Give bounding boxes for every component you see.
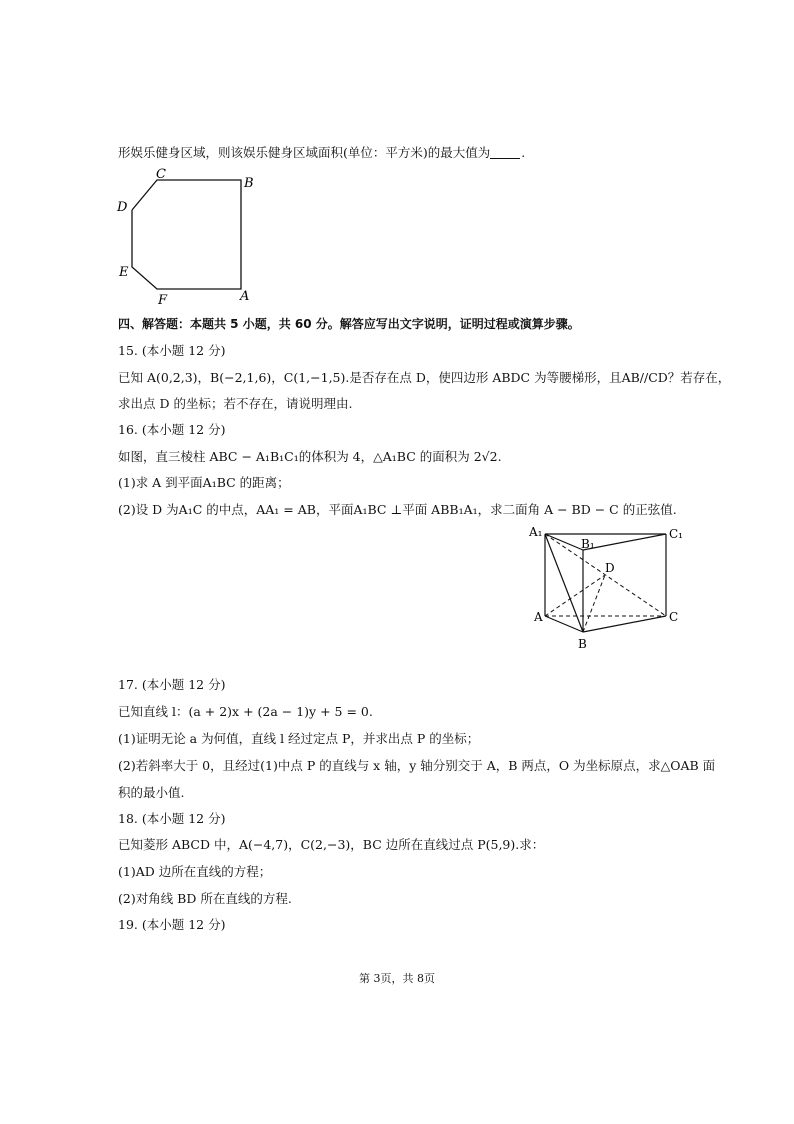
q16-line-2: (1)求 A 到平面A₁BC 的距离； [118, 475, 290, 490]
q17-line-3: (2)若斜率大于 0，且经过(1)中点 P 的直线与 x 轴，y 轴分别交于 A，B 两点，O 为坐标原点，求△OAB 面 [118, 758, 716, 773]
q18-line-1: 已知菱形 ABCD 中，A(−4,7)，C(2,−3)，BC 边所在直线过点 P(5,9).求： [118, 837, 545, 852]
prism-figure [525, 520, 690, 655]
page-footer: 第 3页，共 8页 [359, 972, 435, 985]
q15-line-1: 已知 A(0,2,3)，B(−2,1,6)，C(1,−1,5).是否存在点 D，使四边形 ABDC 为等腰梯形，且AB//CD？若存在， [118, 370, 731, 385]
label-D: D [605, 561, 615, 575]
q19-header: 19. (本小题 12 分) [118, 917, 226, 932]
q18-line-3: (2)对角线 BD 所在直线的方程. [118, 891, 292, 906]
label-D: D [117, 200, 128, 215]
q16-line-3: (2)设 D 为A₁C 的中点，AA₁ = AB，平面A₁BC ⊥平面 ABB₁A₁，求二面角 A − BD − C 的正弦值. [118, 502, 677, 517]
edge-A1B [545, 534, 583, 632]
q17-header: 17. (本小题 12 分) [118, 677, 226, 692]
edge-BD-hidden [583, 575, 605, 632]
label-C: C [156, 167, 166, 182]
label-B: B [244, 176, 254, 191]
q14-period: . [521, 145, 526, 160]
q17-line-2: (1)证明无论 a 为何值，直线 l 经过定点 P，并求出点 P 的坐标； [118, 731, 480, 746]
q17-line-4: 积的最小值. [118, 785, 185, 800]
label-C1: C₁ [669, 527, 683, 541]
label-A1: A₁ [529, 525, 543, 539]
label-A: A [534, 610, 543, 624]
section-4-heading: 四、解答题：本题共 5 小题，共 60 分。解答应写出文字说明，证明过程或演算步骤。 [118, 317, 580, 331]
q15-header: 15. (本小题 12 分) [118, 343, 226, 358]
label-F: F [158, 293, 168, 308]
q16-line-1: 如图，直三棱柱 ABC − A₁B₁C₁的体积为 4，△A₁BC 的面积为 2√2. [118, 449, 502, 464]
label-B1: B₁ [581, 537, 595, 551]
q14-text: 形娱乐健身区域，则该娱乐健身区域面积(单位：平方米)的最大值为 [118, 145, 491, 160]
label-A: A [240, 289, 250, 304]
hexagon-outline [132, 180, 241, 289]
label-B: B [578, 637, 587, 651]
q18-line-2: (1)AD 边所在直线的方程； [118, 864, 272, 879]
edge-BC [583, 616, 666, 632]
q17-line-1: 已知直线 l：(a + 2)x + (2a − 1)y + 5 = 0. [118, 704, 373, 719]
answer-blank [490, 146, 520, 159]
edge-B1C1 [583, 534, 666, 550]
q18-header: 18. (本小题 12 分) [118, 811, 226, 826]
label-E: E [119, 265, 129, 280]
hexagon-figure [110, 160, 270, 310]
label-C: C [669, 610, 679, 624]
q15-line-2: 求出点 D 的坐标；若不存在，请说明理由. [118, 396, 353, 411]
q16-header: 16. (本小题 12 分) [118, 422, 226, 437]
